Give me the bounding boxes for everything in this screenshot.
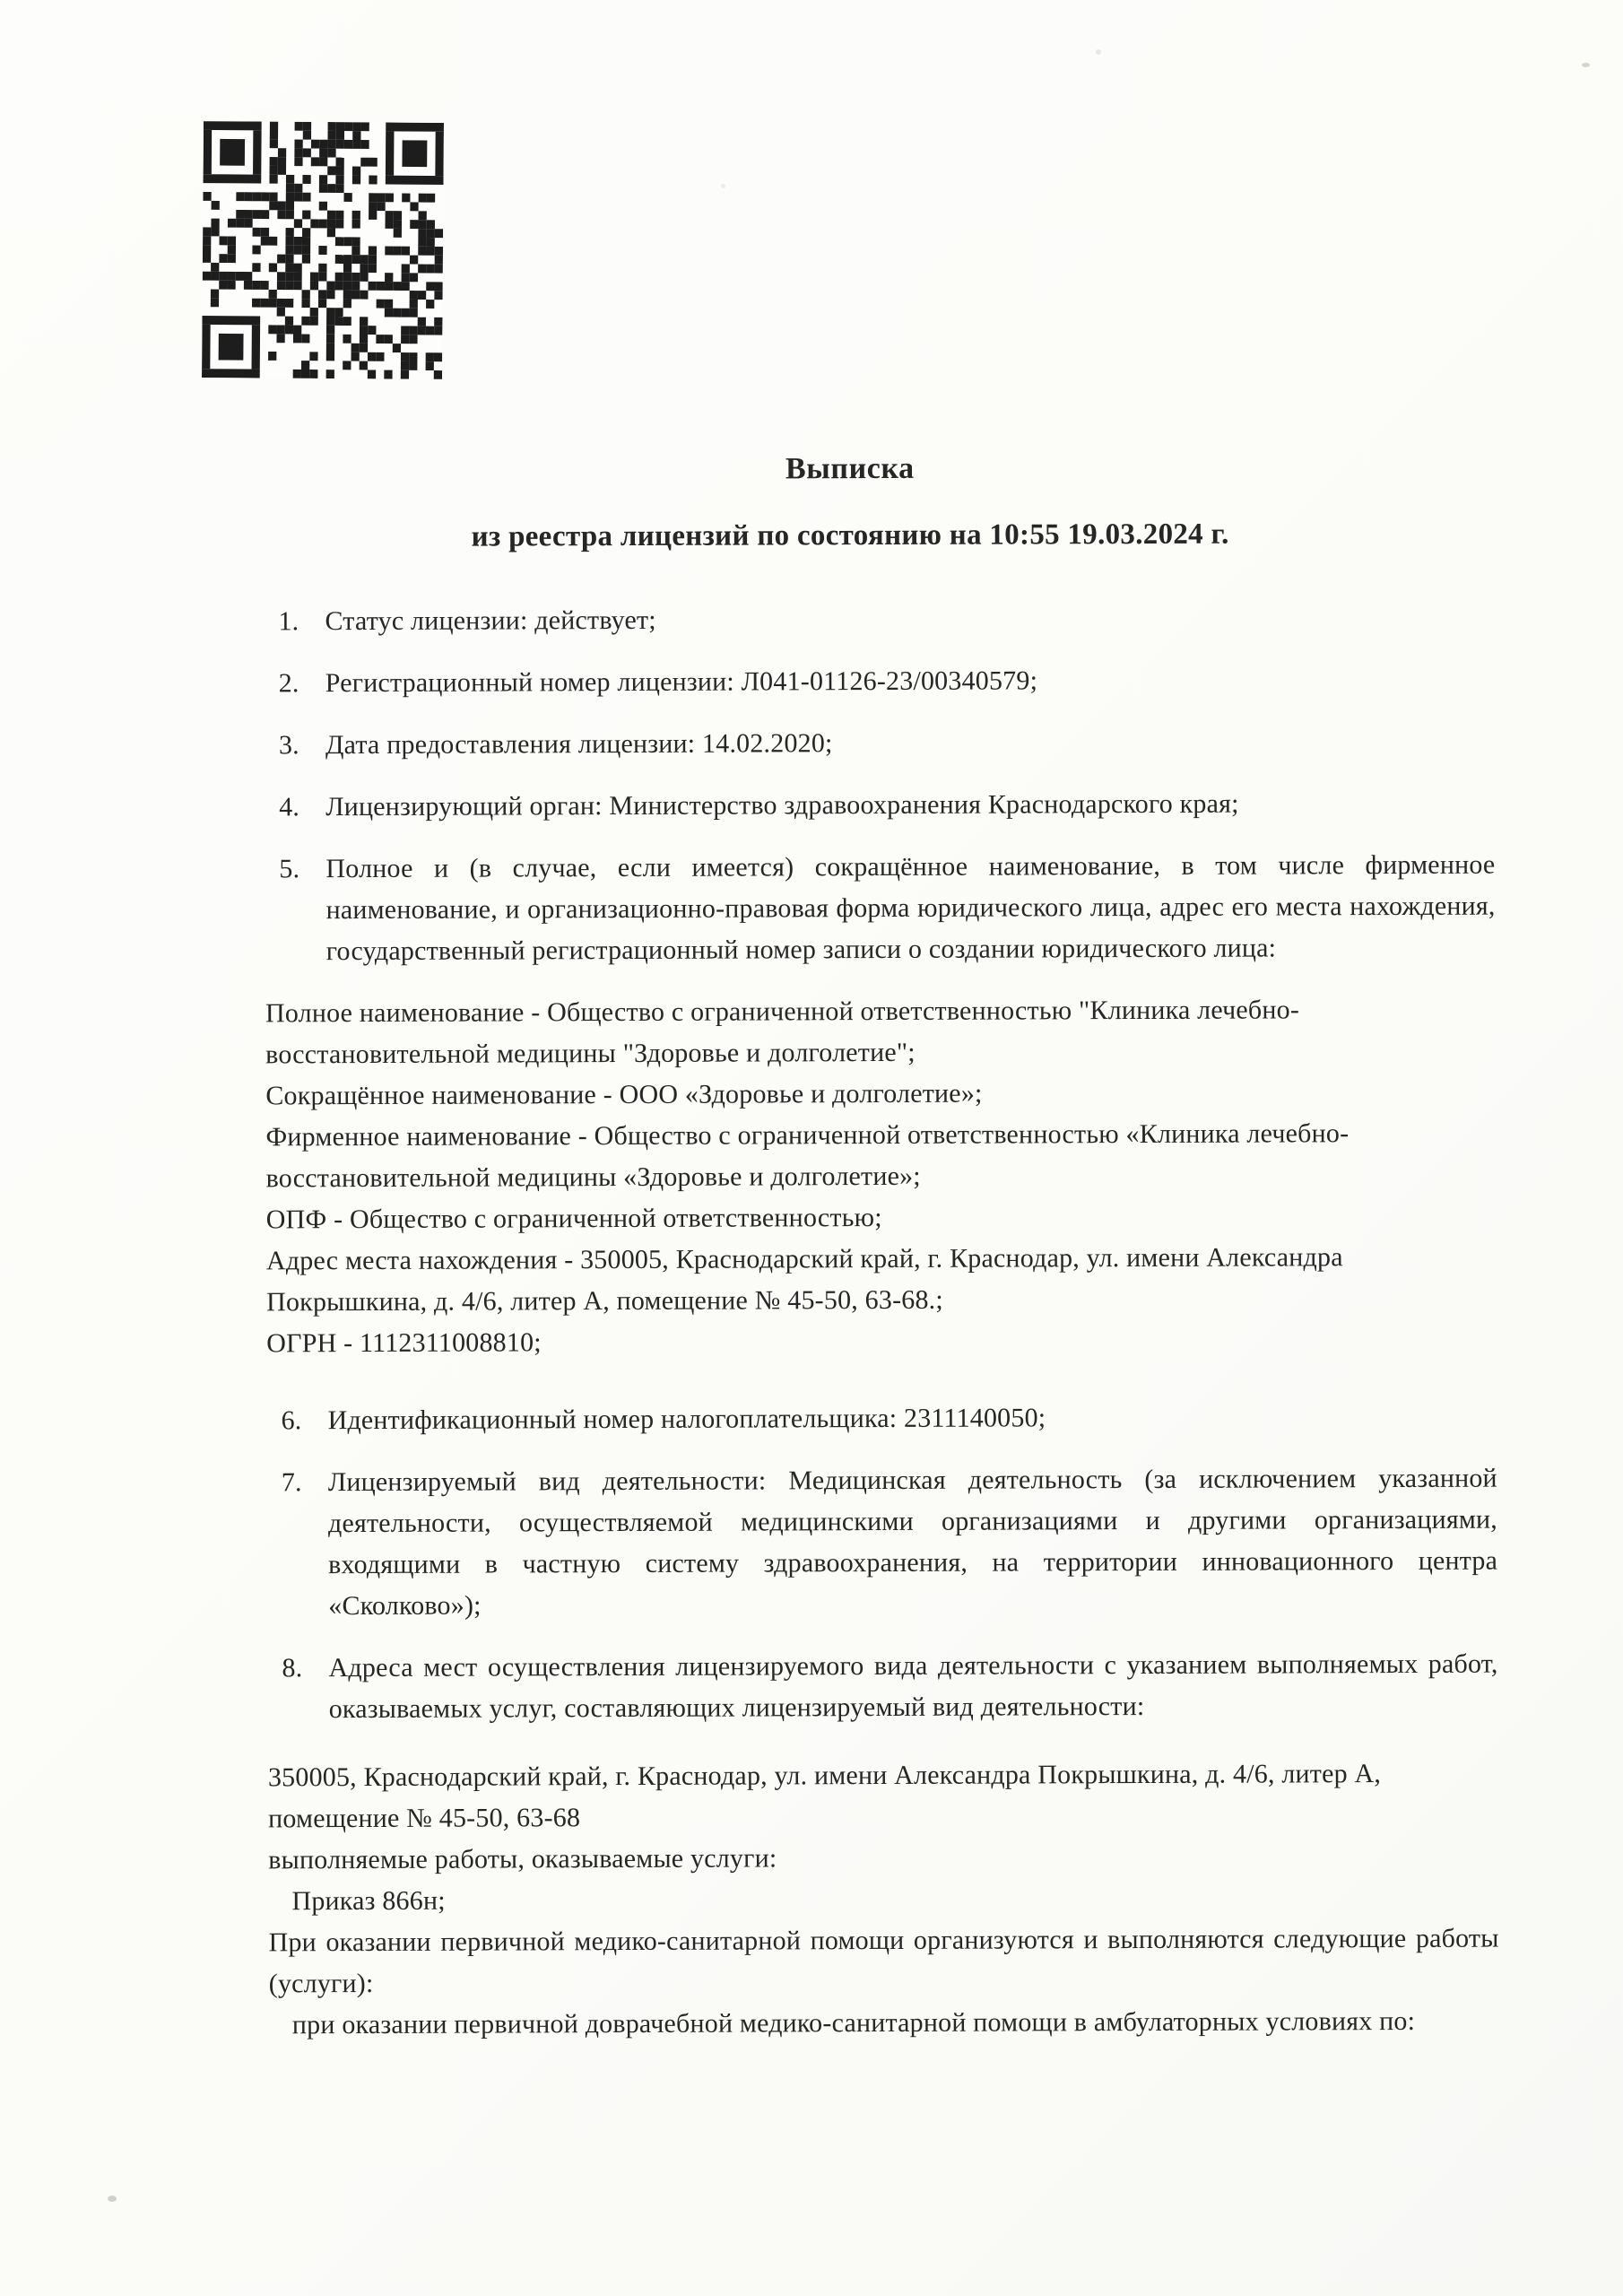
organization-details-block bbox=[265, 989, 1497, 1365]
order-line: Приказ 866н; bbox=[291, 1885, 446, 1917]
item-number: 8. bbox=[282, 1653, 303, 1683]
item-number: 2. bbox=[278, 668, 299, 699]
item-text: Идентификационный номер налогоплательщика: 2311140050; bbox=[327, 1403, 1046, 1436]
scan-artifact bbox=[1582, 63, 1590, 67]
list-item bbox=[266, 1396, 1497, 1442]
list-item bbox=[267, 1644, 1497, 1731]
document-content bbox=[262, 0, 1499, 2046]
list-item bbox=[265, 783, 1495, 829]
detail-line: Фирменное наименование - Общество с ограниченной ответственностью «Клиника лечебно-восстановительной медицины «Здоровье и долголетие»; bbox=[265, 1118, 1350, 1194]
item-number: 5. bbox=[279, 854, 300, 884]
item-text: Регистрационный номер лицензии: Л041-01126-23/00340579; bbox=[325, 665, 1038, 699]
item-text: Дата предоставления лицензии: 14.02.2020; bbox=[325, 728, 833, 761]
list-item bbox=[264, 597, 1494, 643]
address-line: 350005, Краснодарский край, г. Краснодар, ул. имени Александра Покрышкина, д. 4/6, литер А, помещение № 45-50, 63-68 bbox=[267, 1759, 1382, 1834]
document-title: Выписка bbox=[785, 451, 915, 486]
detail-line: ОГРН - 1112311008810; bbox=[266, 1327, 542, 1359]
license-items-1-5 bbox=[264, 597, 1495, 973]
list-item bbox=[267, 1458, 1498, 1628]
detail-line: Сокращённое наименование - ООО «Здоровье и долголетие»; bbox=[265, 1078, 983, 1111]
list-item bbox=[265, 845, 1495, 973]
detail-line: Полное наименование - Общество с ограниченной ответственностью "Клиника лечебно-восстановительной медицины "Здоровье и долголетие"; bbox=[265, 995, 1300, 1070]
pre-medical-care-line: при оказании первичной доврачебной медико-санитарной помощи в амбулаторных условиях по: bbox=[291, 2005, 1416, 2040]
item-number: 3. bbox=[278, 730, 299, 761]
detail-line: Адрес места нахождения - 350005, Краснодарский край, г. Краснодар, ул. имени Александра Покрышкина, д. 4/6, литер А, помещение № 45-50, 63-68.; bbox=[265, 1242, 1343, 1318]
item-text: Полное и (в случае, если имеется) сокращённое наименование, в том числе фирменное наименование, и организационно-правовая форма юридического лица, адрес его места нахождения, государственный регистрационный номер записи о создании юридического лица: bbox=[325, 849, 1496, 967]
item-text: Статус лицензии: действует; bbox=[325, 604, 656, 637]
works-and-services-block bbox=[268, 1753, 1499, 2047]
item-number: 4. bbox=[279, 792, 300, 822]
scan-artifact bbox=[108, 2196, 117, 2202]
works-label-line: выполняемые работы, оказываемые услуги: bbox=[268, 1843, 777, 1875]
item-text: Лицензирующий орган: Министерство здравоохранения Краснодарского края; bbox=[325, 788, 1239, 822]
item-text: Лицензируемый вид деятельности: Медицинская деятельность (за исключением указанной деятельности, осуществляемой медицинскими организациями и другими организациями, входящими в частную систему здравоохранения, на территории инновационного центра «Сколково»); bbox=[327, 1463, 1498, 1622]
item-text: Адреса мест осуществления лицензируемого вида деятельности с указанием выполняемых работ, оказываемых услуг, составляющих лицензируемый вид деятельности: bbox=[328, 1648, 1498, 1725]
detail-line: ОПФ - Общество с ограниченной ответственностью; bbox=[265, 1202, 882, 1235]
license-items-6-8 bbox=[266, 1396, 1497, 1731]
primary-care-line: При оказании первичной медико-санитарной помощи организуются и выполняются следующие работы (услуги): bbox=[268, 1923, 1499, 1999]
document-subtitle: из реестра лицензий по состоянию на 10:55 19.03.2024 г. bbox=[471, 517, 1229, 553]
item-number: 7. bbox=[281, 1467, 302, 1498]
item-number: 6. bbox=[281, 1405, 302, 1436]
list-item bbox=[265, 721, 1495, 767]
item-number: 1. bbox=[278, 606, 299, 637]
list-item bbox=[265, 659, 1495, 705]
